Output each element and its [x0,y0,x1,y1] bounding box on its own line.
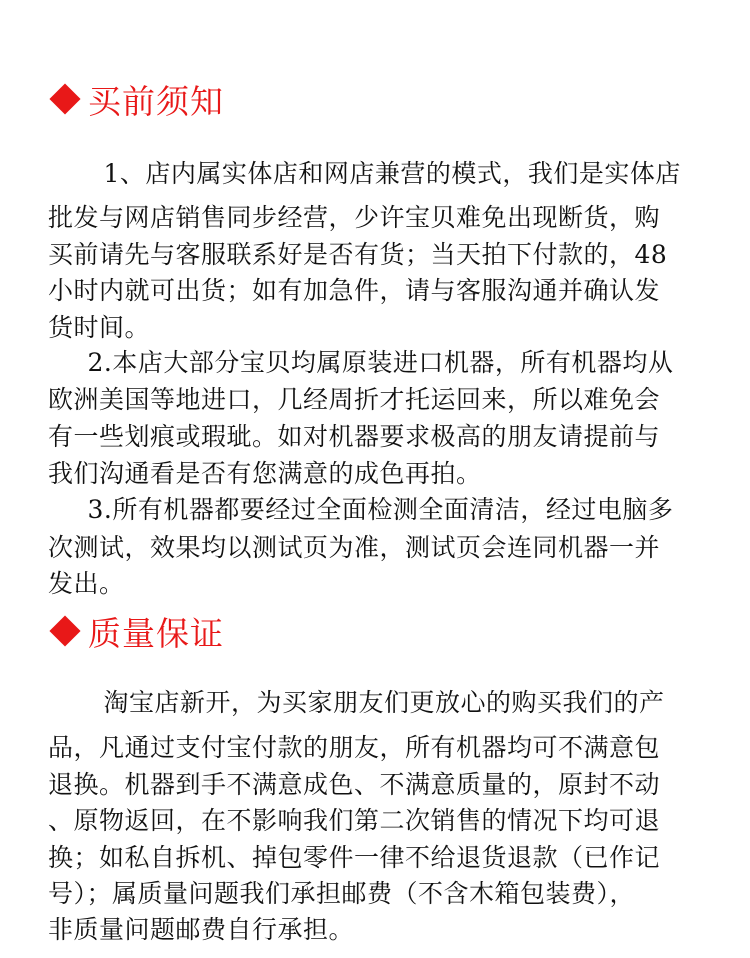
red-diamond-icon [49,615,80,646]
paragraph-line: 淘宝店新开，为买家朋友们更放心的购买我们的产 [78,688,665,717]
paragraph-line: 品，凡通过支付宝付款的朋友，所有机器均可不满意包 [48,733,661,762]
paragraph-line: 退换。机器到手不满意成色、不满意质量的，原封不动 [48,770,661,799]
paragraph-line: 批发与网店销售同步经营，少许宝贝难免出现断货，购 [48,203,661,232]
paragraph-line: 买前请先与客服联系好是否有货；当天拍下付款的，48 [48,240,668,269]
heading-quality-guarantee [48,614,224,654]
paragraph-line: 小时内就可出货；如有加急件，请与客服沟通并确认发 [48,276,661,305]
paragraph-line: 有一些划痕或瑕玼。如对机器要求极高的朋友请提前与 [48,422,661,451]
paragraph-line: 货时间。 [48,313,151,342]
heading-text: 质量保证 [88,614,224,653]
paragraph-line: 、原物返回，在不影响我们第二次销售的情况下均可退 [48,806,661,835]
paragraph-line: 发出。 [48,569,125,598]
paragraph-line: 次测试，效果均以测试页为准，测试页会连同机器一并 [48,533,661,562]
red-diamond-icon [49,83,80,114]
paragraph-line: 欧洲美国等地进口，几经周折才托运回来，所以难免会 [48,385,661,414]
heading-purchase-notice [48,82,224,122]
paragraph-line: 非质量问题邮费自行承担。 [48,915,355,944]
paragraph-line: 换；如私自拆机、掉包零件一律不给退货退款（已作记 [48,843,661,872]
paragraph-line: 3.所有机器都要经过全面检测全面清洁，经过电脑多 [62,495,674,524]
paragraph-line: 号）；属质量问题我们承担邮费（不含木箱包装费）， [48,879,636,908]
paragraph-line: 2.本店大部分宝贝均属原装进口机器，所有机器均从 [62,348,674,377]
heading-text: 买前须知 [88,82,224,121]
paragraph-line: 1、店内属实体店和网店兼营的模式，我们是实体店 [78,159,681,188]
paragraph-line: 我们沟通看是否有您满意的成色再拍。 [48,459,482,488]
